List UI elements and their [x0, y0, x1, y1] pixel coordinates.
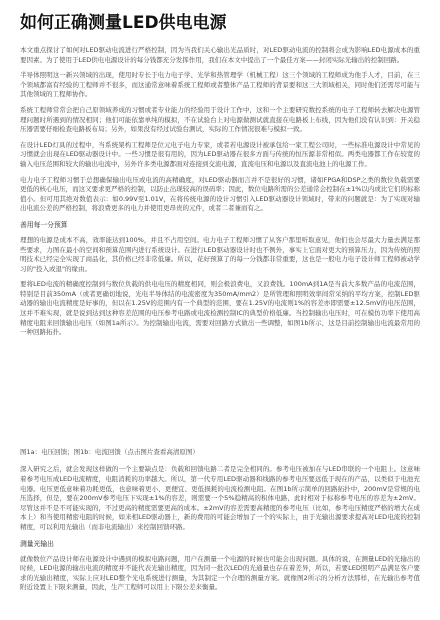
section-heading-measure: 测量光输出 [20, 539, 54, 548]
body-paragraph: 电力电子工程师习惯于总想确保输出电压或电流的高精确度，对LED驱动器而言并不是很好的习惯，诸如FPGA和DSP之类的数位负载需要更低的核心电压，而这又要求更严格的控制，以防止出现较高的误码率；因此，数位电路所需的公差通常会控制在±1%以内或比它们的标称值小。但可用其绝对数值表示：如0.99V至1.01V，在将传统电源的设计习惯引入LED驱动器设计领域时，带来的问题就是：为了实现对输出电流公差的严格控制，将浪费更多的电力并使用更昂贵的元件，或者二者兼而有之。 [20, 175, 420, 213]
figure-caption[interactable]: 图1a：电压回馈；图1b：电流回馈（点击图片查看高清原图） [20, 447, 199, 456]
body-paragraph: 就像数位产品设计师在电源设计中遇到的模拟电路问题，用户在测量一个电源的时候也可能会出现问题。具体的说，在测量LED的光输出的时候，LED电源的输出电流的精度并不能代表光输出精度，因为同一批次LED的光通量也存在着差异，所以，若要LED照明产品满足客户要求的光输出精度，实际上应对LED整个光电系统进行测量，为其制定一个合理的测量方案。就像图2所示的分析方法那样，在光输出参考值附近设置上下限来测量，因此，生产工程师可以用上下限公差来衡量。 [20, 554, 420, 592]
body-paragraph: 深入研究之后，就会发现这样做的一个主要缺点是：负载和回馈电路二者是完全相同的。参考电压被加在与LED串联的一个电阻上。这意味着参考电压成LED电流精度，电阻消耗的功率越大。所以，第一代专用LED驱动器和线路的参考电压要远低于现在的产品，以类似于电池充电器。电压更低意味着功耗更低，也意味着更小、更便宜、更低损耗的电流检测电阻。在图1b所示简单的回路拓扑中，200mV是常规的电压选择，但是，要在200mV参考电压下实现±1%的容差，则需要一个5%稳精高的积体电路，此时相对于标称参考电压的容差为±2mV。尽管这并不是不可能实现的，不过更高的精度需要更高的成本。±2mV的容差需要高精度的参考电压（比如，参考电压精度严格的增大在成本上）和当使用精密电阻的时候，如来相LED驱动器上，新的费用的可能会增加了一个的实际上，由于光输出源要求提高对LED电流的控制精度，可以利用光输出（而非电流输出）来控制回馈环路。 [20, 465, 420, 531]
section-heading-budget: 善用每一分预算 [20, 220, 68, 229]
figure-image-placeholder[interactable] [20, 344, 420, 442]
body-paragraph: 理想的电源是成本不高，效率能达到100%，并且不占用空间。电力电子工程师习惯了从客户那里听取意见，他们也会尽最大力量去满足那些要求，力图在最小的空间和预算范围内进行系统设计。在进行LED驱动器设计时也不例外，事实上它面对更大的预算压力，因为传统的照明技术已经完全实现了商品化，其价格已经非常低廉。所以，花好预算了的每一分钱都非常重要，这也是一般电力电子设计师工程师被动学习的"投入或退"的缘由。 [20, 235, 420, 273]
intro-paragraph: 本文重点探讨了如何对LED驱动电流进行严格控制，因为当我们关心输出光品质时，对LED驱动电流的控制将会成为影响LED电源成本的重要因素。为了使用于LED供电电源设计的每分钱都充分发挥作用，我们在本文中提出了一个最佳方案——封闭实际光输出的控制回路。 [20, 46, 420, 64]
body-paragraph: 系统工程师常常会把自己原领域养成的习惯或者专业能力的经验用于设计工作中，这和一个主要研究数控系统的电子工程师转去解决电源管理问题时所遇到的情况相同；他们可能依靠单纯的模拟，不在试验台上对电源做测试就直接在电路板上布线，因为他们没有认识到：开关稳压器需要仔细检查电路板布局；另外，如果没有经过试验台测试，实际的工作情况很难与模拟一致。 [20, 105, 420, 134]
body-paragraph: 要将LED电流的精确度控制到与数位负载的供电电压的精度相同，则会极浪费电，又浪费钱。100mA到1A是当前大多数产品的电流范围，特别是目前350mA（或者更确切地说，光电半导体结的电流密度为350mA/mm2）是所管理和照明效率间常采纳的平均方案，控制LED驱动器的输出电流精度是好事的，但以在1.25V的范围内有一个典型的范围，要在1.25V的电流则1%的容差亦即需要±12.5mV的电压范围，这并不难实现，就是说到达到这种容差范围的电压参考电路或电流检测控制IC的典型价格低廉。当控制输出电压时，可在模仿功率下使用高精度电阻来回馈输出电压（如图1a所示）。为控制输出电流，需要对回路方式做出一些调整，如图1b所示，这是目前控制输出电流最常用的一种回路拓扑。 [20, 280, 420, 337]
body-paragraph: 半导体照明这一新兴领域的出现，使用时专长于电力电子学、光学和热管理学（机械工程）这三个领域的工程师成为他手人才，目前，在三个领域都富有经验的工程师并不很多，而这通常意味着系统工程师或者整体产品工程师的背景要和这三大领域相关，同时他们还需尽可能与其他领域的工程师协作。 [20, 71, 420, 99]
body-paragraph: 在设计LED灯具的过程中，当系统架构工程师是位元电子电力专家，或者若电源设计被承包给一家工程公司时，一些标准电源设计中常见的习惯就会出现在LED驱动器设计中。一些习惯是很有用的，因为LED驱动器在很多方面与传统的恒压源非常相似。两类电器都工作在较宽的输入电压范围和较大的输出电流中，另外许多类电源都面对连接到交流电源，直流电压和电源以及直流电池上的电源工作。 [20, 140, 420, 168]
article-title: 如何正确测量LED供电电源 [20, 13, 227, 33]
